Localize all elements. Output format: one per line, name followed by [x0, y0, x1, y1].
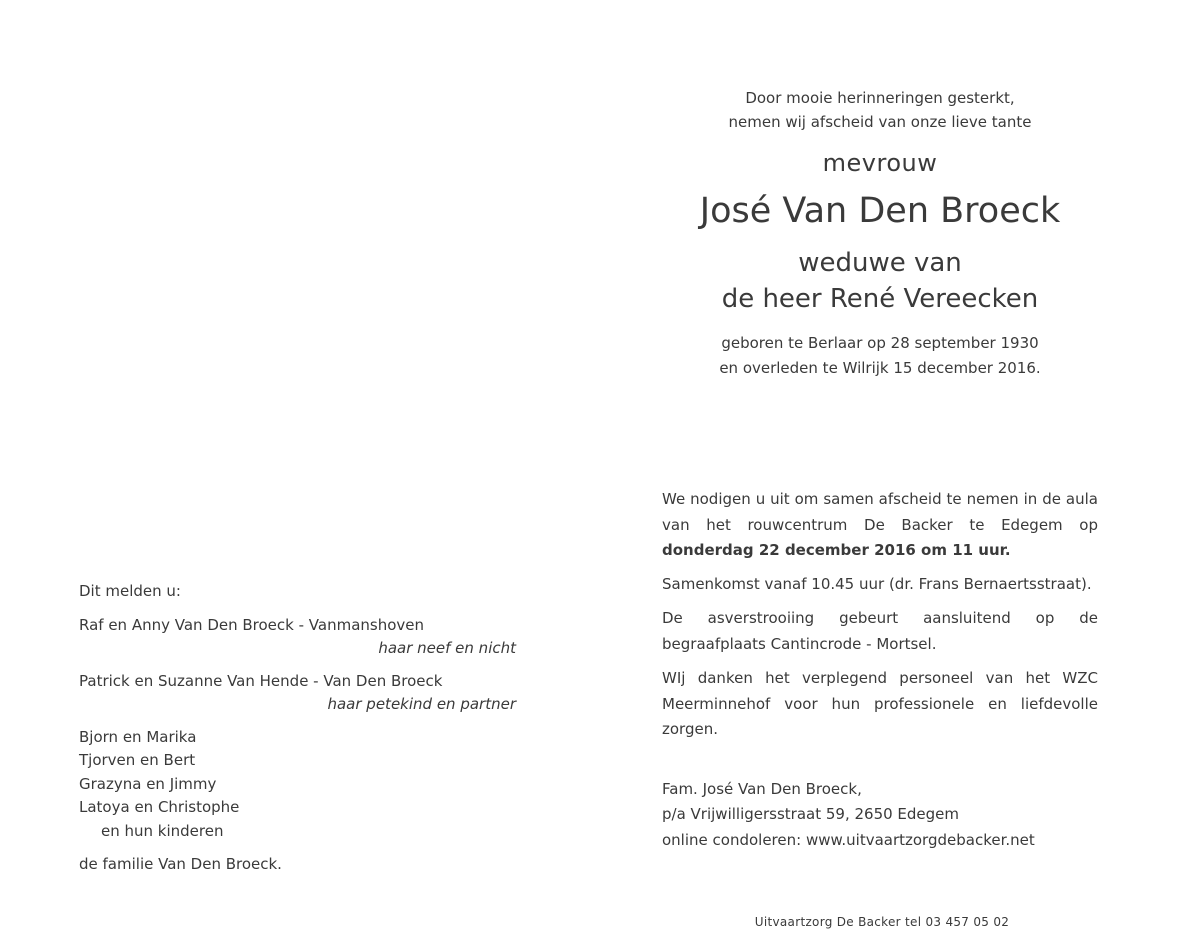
invitation-paragraph [662, 487, 1098, 564]
ceremony-section [662, 487, 1098, 853]
intro-text [662, 86, 1098, 134]
life-dates [662, 331, 1098, 381]
mourner-couple-2: Tjorven en Bert [79, 751, 196, 769]
mourner-group-2-relation: haar petekind en partner [327, 695, 516, 713]
invitation-date: donderdag 22 december 2016 om 11 uur. [662, 541, 1011, 559]
contact-family: Fam. José Van Den Broeck, [662, 779, 862, 798]
intro-line-2: nemen wij afscheid van onze lieve tante [728, 113, 1032, 131]
deceased-name: José Van Den Broeck [699, 191, 1061, 231]
mourners-heading: Dit melden u: [79, 582, 181, 600]
contact-address: p/a Vrijwilligersstraat 59, 2650 Edegem [662, 805, 960, 823]
honorific: mevrouw [822, 149, 938, 177]
funeral-home-footer: Uitvaartzorg De Backer tel 03 457 05 02 [754, 915, 1010, 929]
thanks-paragraph: WIj danken het verplegend personeel van het WZC Meerminnehof voor hun professionele en liefdevolle zorgen. [662, 669, 1098, 738]
mourner-couple-1: Bjorn en Marika [79, 727, 197, 746]
scattering-paragraph: De asverstrooiing gebeurt aansluitend op de begraafplaats Cantincrode - Mortsel. [662, 609, 1098, 653]
contact-online: online condoleren: www.uitvaartzorgdebacker.net [662, 830, 1035, 849]
mourner-couple-3: Grazyna en Jimmy [79, 774, 217, 793]
death-line: en overleden te Wilrijk 15 december 2016. [719, 359, 1041, 377]
announcement-section [662, 86, 1098, 381]
gathering-paragraph: Samenkomst vanaf 10.45 uur (dr. Frans Bernaertsstraat). [662, 574, 1092, 593]
contact-block [662, 777, 1098, 854]
mourner-children: en hun kinderen [101, 821, 224, 840]
spouse-line-1: weduwe van [798, 248, 962, 278]
mourner-group-1-relation: haar neef en nicht [378, 639, 516, 657]
mourners-closing: de familie Van Den Broeck. [79, 855, 282, 873]
birth-line: geboren te Berlaar op 28 september 1930 [721, 334, 1039, 352]
mourners-section [79, 580, 516, 877]
invitation-text: We nodigen u uit om samen afscheid te nemen in de aula van het rouwcentrum De Backer te Edegem op [662, 490, 1098, 534]
mourner-group-1-names: Raf en Anny Van Den Broeck - Vanmanshoven [79, 615, 425, 634]
mourner-group-2-names: Patrick en Suzanne Van Hende - Van Den Broeck [79, 671, 443, 690]
spouse-line-2: de heer René Vereecken [721, 284, 1039, 314]
mourner-couple-4: Latoya en Christophe [79, 798, 240, 816]
spouse-text [662, 245, 1098, 317]
intro-line-1: Door mooie herinneringen gesterkt, [745, 89, 1015, 107]
